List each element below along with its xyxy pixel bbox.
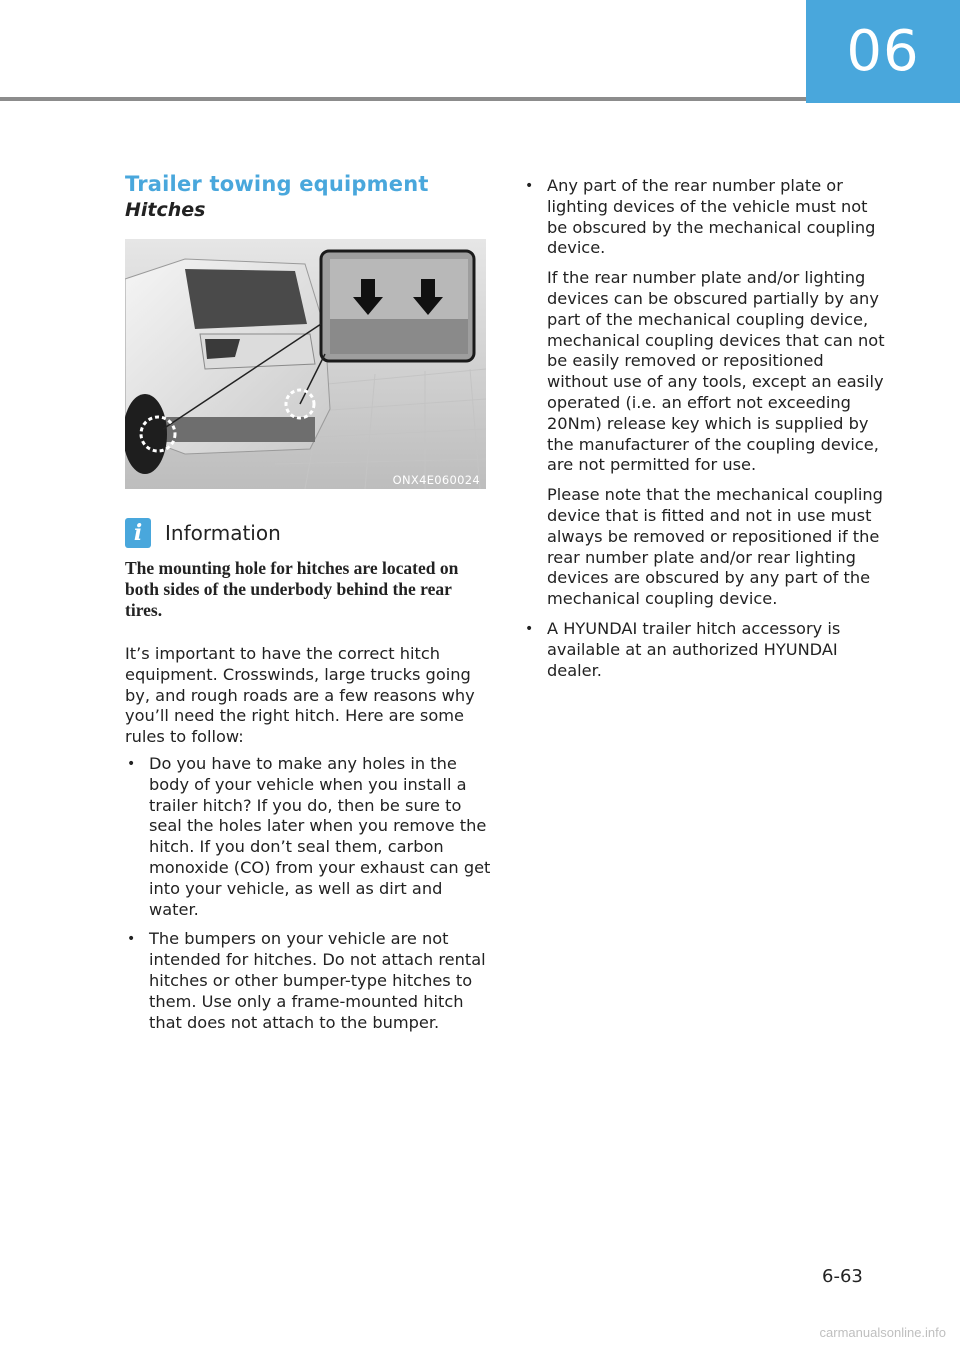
list-item (125, 929, 491, 1033)
list-item (523, 176, 888, 610)
list-item-continuation: Please note that the mechanical coupling device that is fitted and not in use must always be removed or repositioned if the rear number plate and/or rear lighting devices are obscured by any part of the mechanical coupling device. (547, 485, 883, 609)
info-icon: i (125, 518, 151, 548)
bullet-dot: • (127, 931, 136, 948)
intro-paragraph: It’s important to have the correct hitch equipment. Crosswinds, large trucks going by, and rough roads are a few reasons why you’ll need the right hitch. Here are some rules to follow: (125, 644, 475, 747)
list-item-text: Do you have to make any holes in the body of your vehicle when you install a trailer hitch? If you do, then be sure to seal the holes later when you remove the hitch. If you don’t seal them, carbon monoxide (CO) from your exhaust can get into your vehicle, as well as dirt and water. (149, 753, 491, 919)
hitch-illustration (125, 239, 486, 489)
info-title: Information (165, 521, 281, 545)
page-number: 6-63 (822, 1266, 863, 1287)
bullet-dot: • (525, 620, 534, 637)
chapter-number: 06 (846, 19, 920, 84)
list-item-continuation: If the rear number plate and/or lighting devices can be obscured partially by any part of the mechanical coupling device, mechanical coupling devices that can not be easily removed or repositioned without use of any tools, except an easily operated (i.e. an effort not exceeding 20Nm) release key which is supplied by the manufacturer of the coupling device, are not permitted for use. (547, 268, 885, 475)
section-title: Trailer towing equipment (125, 172, 429, 196)
watermark: carmanualsonline.info (819, 1325, 946, 1340)
list-item (523, 619, 888, 681)
list-item-text: Any part of the rear number plate or lighting devices of the vehicle must not be obscured by the mechanical coupling device. (547, 176, 876, 258)
right-bullet-list (523, 176, 888, 681)
info-header (125, 516, 491, 550)
bullet-dot: • (525, 178, 534, 194)
hitch-figure (125, 239, 486, 489)
chapter-tab (806, 0, 960, 103)
list-item (125, 754, 491, 920)
info-text: The mounting hole for hitches are located on both sides of the underbody behind the rear tires. (125, 558, 459, 620)
list-item-text: The bumpers on your vehicle are not intended for hitches. Do not attach rental hitches or other bumper-type hitches to them. Use only a frame-mounted hitch that does not attach to the bumper. (149, 929, 486, 1032)
left-bullet-list (125, 754, 491, 1033)
bullet-dot: • (127, 755, 136, 772)
figure-code: ONX4E060024 (392, 473, 480, 487)
header-rule (0, 97, 806, 101)
right-column (523, 176, 888, 690)
left-column (125, 170, 491, 1042)
list-item-text: A HYUNDAI trailer hitch accessory is available at an authorized HYUNDAI dealer. (547, 618, 841, 680)
sub-title: Hitches (125, 199, 206, 221)
